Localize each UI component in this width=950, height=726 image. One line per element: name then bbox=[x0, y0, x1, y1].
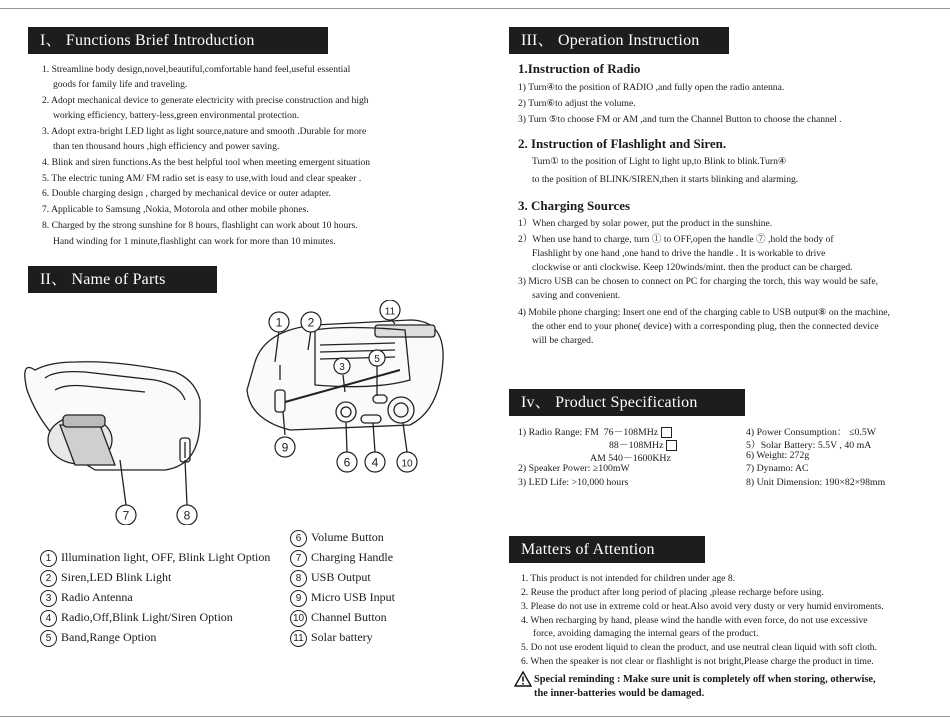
legend-item: 6 Volume Button bbox=[290, 527, 395, 547]
flashlight-step: to the position of BLINK/SIREN,then it starts blinking and alarming. bbox=[532, 174, 799, 185]
spec-am: AM 540－1600KHz bbox=[590, 453, 671, 464]
spec-header: Iv、 Product Specification bbox=[509, 389, 745, 416]
legend-item: 2 Siren,LED Blink Light bbox=[40, 567, 270, 587]
radio-subtitle: 1.Instruction of Radio bbox=[518, 61, 641, 76]
radio-step: 1) Turn④to the position of RADIO ,and fully open the radio antenna. bbox=[518, 82, 785, 93]
attention-item: 3. Please do not use in extreme cold or heat.Also avoid very dusty or very humid enviroments. bbox=[521, 601, 884, 612]
callout-10 bbox=[397, 452, 417, 472]
warning-icon bbox=[514, 671, 532, 687]
svg-text:11: 11 bbox=[384, 306, 396, 318]
svg-text:3: 3 bbox=[339, 362, 345, 373]
legend-item: 10 Channel Button bbox=[290, 607, 395, 627]
list-item: 5. The electric tuning AM/ FM radio set is easy to use,with loud and clear speaker . bbox=[42, 173, 362, 184]
spec-radio-range: 1) Radio Range: FM 76－108MHz bbox=[518, 424, 672, 438]
spec-power: 4) Power Consumption： ≤0.5W bbox=[746, 427, 877, 438]
charging-step: saving and convenient. bbox=[532, 290, 621, 301]
list-item: working efficiency, battery-less,green environmental protection. bbox=[53, 110, 300, 121]
svg-text:9: 9 bbox=[281, 440, 289, 455]
top-rule bbox=[0, 8, 950, 9]
attention-item: 1. This product is not intended for children under age 8. bbox=[521, 573, 736, 584]
callout-5 bbox=[369, 350, 385, 366]
legend-item: 3 Radio Antenna bbox=[40, 587, 270, 607]
spec-dynamo: 7) Dynamo: AC bbox=[746, 463, 809, 474]
legend-item: 11 Solar battery bbox=[290, 627, 395, 647]
callout-9 bbox=[275, 437, 295, 457]
callout-1 bbox=[269, 312, 289, 332]
attention-header: Matters of Attention bbox=[509, 536, 705, 563]
functions-header: I、 Functions Brief Introduction bbox=[28, 27, 328, 54]
legend-item: 4 Radio,Off,Blink Light/Siren Option bbox=[40, 607, 270, 627]
device-illustration bbox=[15, 300, 455, 525]
spec-solar: 5）Solar Battery: 5.5V , 40 mA bbox=[746, 440, 872, 451]
list-item: 1. Streamline body design,novel,beautiful,comfortable hand feel,useful essential bbox=[42, 64, 351, 75]
spec-dimension: 8) Unit Dimension: 190×82×98mm bbox=[746, 477, 886, 488]
radio-step: 2) Turn⑥to adjust the volume. bbox=[518, 98, 636, 109]
list-item: 6. Double charging design , charged by mechanical device or outer adapter. bbox=[42, 188, 331, 199]
spec-speaker: 2) Speaker Power: ≥100mW bbox=[518, 463, 630, 474]
special-reminder-cont: the inner-batteries would be damaged. bbox=[534, 688, 705, 699]
svg-text:7: 7 bbox=[122, 508, 130, 523]
list-item: 3. Adopt extra-bright LED light as light source,nature and smooth .Durable for more bbox=[42, 126, 367, 137]
charging-step: Flashlight by one hand ,one hand to drive the handle . It is workable to drive bbox=[532, 248, 826, 259]
list-item: 8. Charged by the strong sunshine for 8 hours, flashlight can work about 10 hours. bbox=[42, 220, 358, 231]
legend-item: 5 Band,Range Option bbox=[40, 627, 270, 647]
svg-text:6: 6 bbox=[343, 455, 351, 470]
attention-item: 5. Do not use erodent liquid to clean the product, and use neutral clean liquid with soft cloth. bbox=[521, 642, 877, 653]
callout-3 bbox=[334, 358, 350, 374]
spec-fm2: 88－108MHz bbox=[609, 437, 677, 451]
legend-item: 1 Illumination light, OFF, Blink Light Option bbox=[40, 547, 270, 567]
legend-item: 8 USB Output bbox=[290, 567, 395, 587]
svg-text:1: 1 bbox=[275, 315, 283, 330]
list-item: goods for family life and traveling. bbox=[53, 79, 188, 90]
radio-step: 3) Turn ⑤to choose FM or AM ,and turn the Channel Button to choose the channel . bbox=[518, 114, 842, 125]
attention-item: 6. When the speaker is not clear or flashlight is not bright,Please charge the product in time. bbox=[521, 656, 874, 667]
bottom-rule bbox=[0, 716, 950, 717]
charging-step: clockwise or anti clockwise. Keep 120winds/mint. then the product can be charged. bbox=[532, 262, 853, 273]
flashlight-subtitle: 2. Instruction of Flashlight and Siren. bbox=[518, 136, 727, 151]
charging-step: 2）When use hand to charge, turn ① to OFF,open the handle ⑦ ,hold the body of bbox=[518, 234, 834, 245]
attention-item: 4. When recharging by hand, please wind the handle with even force, do not use excessive bbox=[521, 615, 868, 626]
charging-step: 1）When charged by solar power, put the product in the sunshine. bbox=[518, 218, 773, 229]
svg-text:4: 4 bbox=[371, 455, 379, 470]
parts-legend-left bbox=[40, 547, 270, 647]
charging-subtitle: 3. Charging Sources bbox=[518, 198, 631, 213]
flashlight-step: Turn① to the position of Light to light up,to Blink to blink.Turn④ bbox=[532, 156, 787, 167]
attention-item: 2. Reuse the product after long period of placing ,please recharge before using. bbox=[521, 587, 824, 598]
callout-7 bbox=[116, 505, 136, 525]
charging-step: 3) Micro USB can be chosen to connect on PC for charging the torch, this way would be safe, bbox=[518, 276, 879, 287]
callout-4 bbox=[365, 452, 385, 472]
spec-led: 3) LED Life: >10,000 hours bbox=[518, 477, 629, 488]
attention-item: force, avoiding damaging the internal gears of the product. bbox=[533, 628, 759, 639]
legend-item: 7 Charging Handle bbox=[290, 547, 395, 567]
charging-step: the other end to your phone( device) with a corresponding plug, then the connected device bbox=[532, 321, 879, 332]
callout-8 bbox=[177, 505, 197, 525]
callout-11 bbox=[380, 300, 400, 320]
callout-6 bbox=[337, 452, 357, 472]
list-item: 2. Adopt mechanical device to generate electricity with precise construction and high bbox=[42, 95, 369, 106]
charging-step: will be charged. bbox=[532, 335, 594, 346]
callout-2 bbox=[301, 312, 321, 332]
svg-text:5: 5 bbox=[374, 354, 380, 365]
list-item: 7. Applicable to Samsung ,Nokia, Motorola and other mobile phones. bbox=[42, 204, 309, 215]
operation-header: III、 Operation Instruction bbox=[509, 27, 729, 54]
list-item: 4. Blink and siren functions.As the best helpful tool when meeting emergent situation bbox=[42, 157, 371, 168]
legend-item: 9 Micro USB Input bbox=[290, 587, 395, 607]
parts-legend-right bbox=[290, 527, 395, 647]
spec-weight: 6) Weight: 272g bbox=[746, 450, 810, 461]
charging-step: 4) Mobile phone charging: Insert one end of the charging cable to USB output⑧ on the machine, bbox=[518, 307, 890, 318]
parts-header: II、 Name of Parts bbox=[28, 266, 217, 293]
list-item: than ten thousand hours ,high efficiency and power saving. bbox=[53, 141, 280, 152]
special-reminder: Special reminding : Make sure unit is completely off when storing, otherwise, bbox=[534, 674, 876, 685]
svg-text:10: 10 bbox=[401, 458, 413, 470]
svg-text:8: 8 bbox=[183, 508, 191, 523]
list-item: Hand winding for 1 minute,flashlight can work for more than 10 minutes. bbox=[53, 236, 336, 247]
svg-text:2: 2 bbox=[307, 315, 315, 330]
